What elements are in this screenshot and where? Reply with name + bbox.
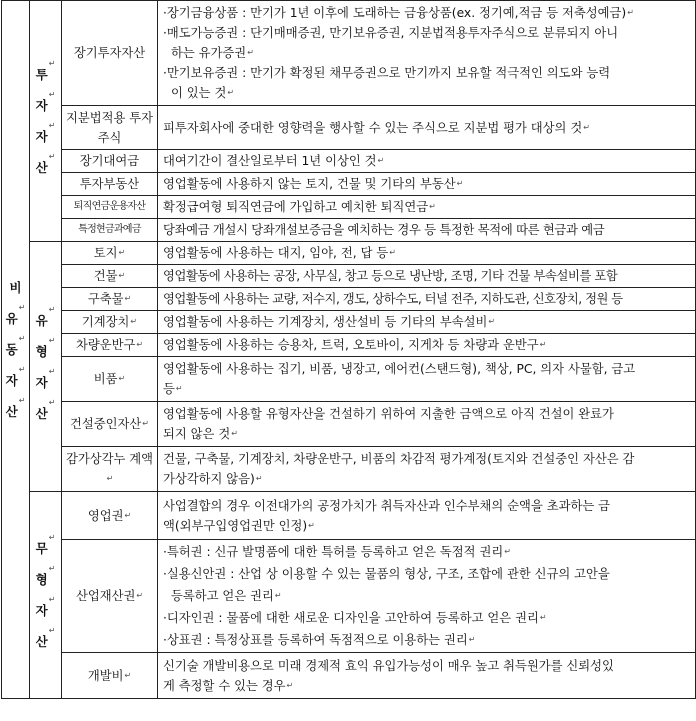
item-description: ·특허권 : 신규 발명품에 대한 특허를 등록하고 얻은 독점적 권리↵ ·실용신안권 : 산업 상 이용할 수 있는 물품의 형상, 구조, 조합에 관한 신규의 고안을 등록하고 얻은 권리↵ ·디자인권 : 물품에 대한 새로운 디자인을 고안하여 등록하고 얻은 권리↵ ·상표권 : 특정상표를 등록하여 독점적으로 이용하는 권리↵ [158,540,696,653]
item-description: 영업활동에 사용하는 승용차, 트럭, 오토바이, 지게차 등 차량과 운반구↵ [158,334,696,357]
item-name: 특정현금과예금 [62,219,158,242]
item-name: 지분법적용 투자주식 [62,106,158,150]
item-description: 확정급여형 퇴직연금에 가입하고 예치한 퇴직연금↵ [158,196,696,219]
investment-assets-label: 투↵ 자↵ 자↵ 산↵ [30,1,62,242]
non-current-assets-label: 비 유↵ 동↵ 자↵ 산↵ [2,1,30,699]
item-description: ·장기금융상품 : 만기가 1년 이후에 도래하는 금융상품(ex. 정기예,적금 등 저축성예금)↵ ·매도가능증권 : 단기매매증권, 만기보유증권, 지분법적용투자주식으로 분류되지 아니 하는 유가증권↵ ·만기보유증권 : 만기가 확정된 채무증권으로 만기까지 보유할 적극적인 의도와 능력 이 있는 것↵ [158,1,696,106]
item-description: 영업활동에 사용하는 공장, 사무실, 창고 등으로 냉난방, 조명, 기타 건물 부속설비를 포함 [158,265,696,288]
item-name: 영업권↵ [62,492,158,540]
item-description: 영업활동에 사용하는 집기, 비품, 냉장고, 에어컨(스탠드형), 책상, PC, 의자 사물함, 금고 등↵ [158,357,696,402]
item-name: 비품↵ [62,357,158,402]
item-name: 토지↵ [62,242,158,265]
item-description: 영업활동에 사용할 유형자산을 건설하기 위하여 지출한 금액으로 아직 건설이 완료가 되지 않은 것↵ [158,402,696,447]
item-description: 영업활동에 사용하는 교량, 저수지, 갱도, 상하수도, 터널 전주, 지하도관, 신호장치, 정원 등 [158,288,696,311]
item-description: 대여기간이 결산일로부터 1년 이상인 것↵ [158,150,696,173]
item-name: 투자부동산 [62,173,158,196]
item-description: 영업활동에 사용하는 기계장치, 생산설비 등 기타의 부속설비↵ [158,311,696,334]
item-description: 피투자회사에 중대한 영향력을 행사할 수 있는 주식으로 지분법 평가 대상의 것↵ [158,106,696,150]
item-name: 퇴직연금운용자산 [62,196,158,219]
asset-classification-table [1,0,696,699]
item-description: 영업활동에 사용하는 대지, 임야, 전, 답 등↵ [158,242,696,265]
item-name: 개발비↵ [62,653,158,699]
item-description: 건물, 구축물, 기계장치, 차량운반구, 비품의 차감적 평가계정(토지와 건설중인 자산은 감 가상각하지 않음)↵ [158,447,696,492]
item-name: 건물↵ [62,265,158,288]
item-description: 영업활동에 사용하지 않는 토지, 건물 및 기타의 부동산↵ [158,173,696,196]
intangible-assets-label: 무↵ 형↵ 자↵ 산↵ [30,492,62,699]
item-description: 당좌예금 개설시 당좌개설보증금을 예치하는 경우 등 특정한 목적에 따른 현금과 예금 [158,219,696,242]
item-name: 장기대여금 [62,150,158,173]
item-name: 구축물↵ [62,288,158,311]
item-name: 건설중인자산↵ [62,402,158,447]
item-name: 장기투자자산 [62,1,158,106]
item-description: 사업결합의 경우 이전대가의 공정가치가 취득자산과 인수부채의 순액을 초과하는 금 액(외부구입영업권만 인정)↵ [158,492,696,540]
item-name: 감가상각누 계액↵ [62,447,158,492]
item-name: 산업재산권↵ [62,540,158,653]
item-name: 기계장치↵ [62,311,158,334]
tangible-assets-label: 유↵ 형↵ 자↵ 산↵ [30,242,62,492]
item-description: 신기술 개발비용으로 미래 경제적 효익 유입가능성이 매우 높고 취득원가를 신뢰성있 게 측정할 수 있는 경우↵ [158,653,696,699]
item-name: 차량운반구↵ [62,334,158,357]
